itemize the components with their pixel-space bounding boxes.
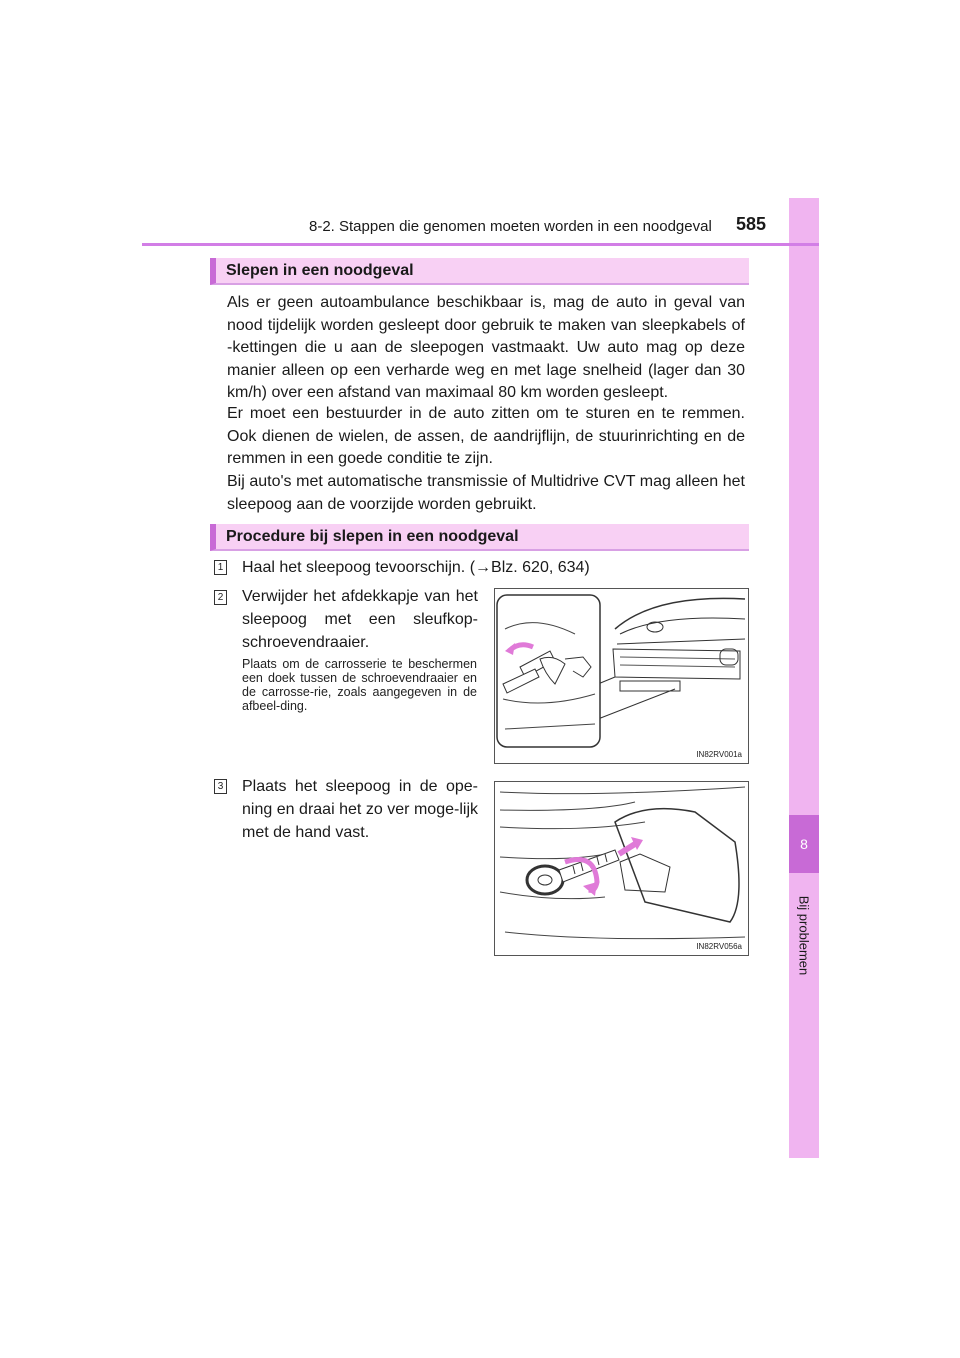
paragraph-towing-conditions: Als er geen autoambulance beschikbaar is, mag de auto in geval van nood tijdelijk worden gesleept door gebruik te maken van sleepkabels of -kettingen die u aan de sleepogen vastmaakt. Uw auto mag op deze manier alleen op een verharde weg en met lage snelheid (lager dan 30 km/h) over een afstand van maximaal 80 km worden gesleept.	[227, 294, 745, 401]
chapter-title-tab[interactable]	[789, 880, 819, 990]
running-header: 8-2. Stappen die genomen moeten worden in een noodgeval	[309, 218, 712, 235]
section-title-emergency-towing: Slepen in een noodgeval	[210, 258, 749, 285]
figure-1-caption: IN82RV001a	[696, 750, 742, 759]
figure-2-caption: IN82RV056a	[696, 942, 742, 951]
figure-remove-cover	[494, 588, 749, 764]
paragraph-front-tow-eye: Bij auto's met automatische transmissie of Multidrive CVT mag alleen het sleepoog aan de voorzijde worden gebruikt.	[227, 473, 745, 513]
section-title-towing-procedure: Procedure bij slepen in een noodgeval	[210, 524, 749, 551]
step-3-text: Plaats het sleepoog in de ope-ning en draai het zo ver moge-lijk met de hand vast.	[242, 778, 478, 841]
page-number: 585	[736, 214, 767, 234]
step-2-text: Verwijder het afdekkapje van het sleepoog met een sleufkop-schroevendraaier.	[242, 588, 478, 651]
cover-removal-illustration	[495, 589, 748, 763]
step-3-marker: 3	[214, 779, 227, 794]
step-1-marker: 1	[214, 560, 227, 575]
side-tab	[789, 198, 819, 1158]
paragraph-driver-requirements: Er moet een bestuurder in de auto zitten om te sturen en te remmen. Ook dienen de wielen, de assen, de aandrijflijn, de stuurinrichting en de remmen in een goede conditie te zijn.	[227, 405, 745, 467]
chapter-title-label: Bij problemen	[796, 895, 812, 975]
step-2-marker: 2	[214, 590, 227, 605]
chapter-number-tab[interactable]: 8	[789, 815, 819, 873]
step-2-note: Plaats om de carrosserie te beschermen een doek tussen de schroevendraaier en de carrosse-rie, zoals aangegeven in de afbeel-ding.	[242, 657, 477, 713]
step-1-text: Haal het sleepoog tevoorschijn. (→Blz. 620, 634)	[242, 559, 590, 576]
figure-install-tow-eye	[494, 781, 749, 956]
tow-eye-installation-illustration	[495, 782, 748, 955]
header-rule	[142, 243, 819, 246]
